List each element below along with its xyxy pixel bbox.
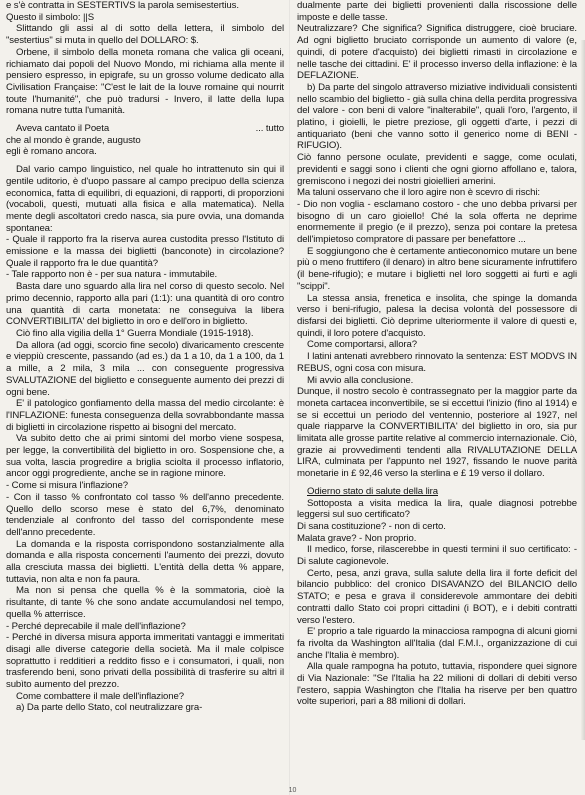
paragraph: Ciò fanno persone oculate, previdenti e sagge, come oculati, previdenti e saggi sono i clienti che ogni giorno affollano e, talora, gremiscono i negozi dei nostri gioiellieri amerini. [297,152,577,187]
paragraph: - Con il tasso % confrontato col tasso % dell'anno precedente. Quello dello scorso mese è stato del 6,7%, denominato tendenziale al confronto del tasso del corrispondente mese dell'anno precedente. [6,491,284,538]
paragraph: Il medico, forse, rilascerebbe in questi termini il suo certificato: - Di salute cagionevole. [297,544,577,568]
paragraph: Neutralizzare? Che significa? Significa distruggere, cioè bruciare. Ad ogni biglietto bruciato corrisponde un aumento di valore (e, quindi, di potere d'acquisto) dei biglietti rimasti in circolazione e nelle tasche dei cittadini. E' il processo inverso della inflazione: è la DEFLAZIONE. [297,23,577,82]
poem-line: egli è romano ancora. [6,146,97,158]
paragraph: - Quale il rapporto fra la riserva aurea custodita presso l'Istituto di emissione e la massa dei biglietti (banconote) in circolazione? Quale il rapporto fra le due quantità? [6,234,284,269]
paragraph: Di sana costituzione? - non di certo. [297,520,446,532]
paragraph: Malata grave? - Non proprio. [297,532,417,544]
paragraph: - Perché in diversa misura apporta immeritati vantaggi e immeritati disagi alle diverse categorie della società. Ma il male colpisce soprattutto i redditieri a reddito fisso e i consumatori, i quali, non trasferendo beni, sono privati della possibilità di trasferire su altri il subìto aumento del prezzo. [6,632,284,691]
paragraph: Come comportarsi, allora? [307,339,418,351]
paragraph: Questo il simbolo: ||S [6,11,95,23]
paragraph: Slittando gli assi al di sotto della lettera, il simbolo del "sestertius" si muta in quello del DOLLARO: $. [6,23,284,47]
section-heading: Odierno stato di salute della lira [307,485,438,497]
paragraph: Certo, pesa, anzi grava, sulla salute della lira il forte deficit del bilancio pubblico: del cronico DISAVANZO del BILANCIO dello STATO; e pesa e grava il considerevole ammontare dei debiti contratti dallo Stato coi propri cittadini (i BOT), e i debiti contratti verso l'estero. [297,567,577,626]
paragraph: - Perché deprecabile il male dell'inflazione? [6,620,186,632]
poem-line [6,123,284,135]
paragraph: E' il patologico gonfiamento della massa del medio circolante: è l'INFLAZIONE: funesta conseguenza della sovrabbondante massa di biglietti in circolazione rispetto ai bisogni del mercato. [6,398,284,433]
paragraph: E' proprio a tale riguardo la minacciosa rampogna di alcuni giorni fa rivolta da Washington all'Italia (dal F.M.I., organizzazione di cui anche l'Italia è membro). [297,626,577,661]
right-column [297,0,577,708]
paragraph: I latini antenati avrebbero rinnovato la sentenza: EST MODVS IN REBUS, ogni cosa con misura. [297,351,577,374]
paragraph: e s'è contratta in SESTERTIVS la parola semisestertius. [6,0,239,11]
paragraph: Ma non si pensa che quella % è la sommatoria, cioè la risultante, di tante % che sono andate accumulandosi nel tempo, quella % atterrisce. [6,585,284,620]
paragraph: Ciò fino alla vigilia della 1° Guerra Mondiale (1915-1918). [16,327,254,339]
paragraph: dualmente parte dei biglietti provenienti dalla riscossione delle imposte e delle tasse. [297,0,577,23]
poem-intro: Aveva cantato il Poeta [16,123,110,135]
poem-line: che al mondo è grande, augusto [6,134,141,146]
paragraph: E soggiungono che è certamente antieconomico mutare un bene più o meno fruttifero (il denaro) in altro bene sicuramente infruttifero (il bene-rifugio); e mutare i biglietti nel loro soggetti ai furti e agli "scippi". [297,245,577,292]
paragraph: a) Da parte dello Stato, col neutralizzare gra- [16,702,203,714]
paragraph: - Tale rapporto non è - per sua natura - immutabile. [6,269,218,281]
poem-fragment: ... tutto [255,123,284,135]
paragraph: Sottoposta a visita medica la lira, quale diagnosi potrebbe leggersi sul suo certificato? [297,497,577,521]
paragraph: Ma taluni osservano che il loro agire non è scevro di rischi: [297,187,540,199]
paragraph: La domanda e la risposta corrispondono sostanzialmente alla domanda e alla risposta concernenti l'aumento dei prezzi, dovuto alla cresciuta massa dei biglietti. L'entità della detta % appare, tuttavia, non alta e non fa paura. [6,538,284,585]
paragraph: La stessa ansia, frenetica e insolita, che spinge la domanda verso i beni-rifugio, palesa la decisa volontà del possessore di disfarsi dei biglietti. Ciò deprime ulteriormente il valore di questi e, quindi, il loro potere d'acquisto. [297,292,577,339]
paragraph: Dal vario campo linguistico, nel quale ho intrattenuto sin qui il gentile uditorio, è d'uopo passare al campo precipuo della scienza economica, fatta di equilibri, di equazioni, di rapporti, di proporzioni (vocaboli, questi, mutuati alla fisica e alla matematica). Nella mente degli ascoltatori credo nasca, sia pure ovvia, una domanda spontanea: [6,164,284,234]
paragraph: Da allora (ad oggi, scorcio fine secolo) divaricamento crescente e vieppiù crescente, passando (ad es.) da 1 a 10, da 1 a 100, da 1 a mille, a 2 mila, 3 mila ... con conseguente progressiva SVALUTAZIONE del biglietto e conseguente aumento dei prezzi di ogni bene. [6,339,284,398]
paragraph: Basta dare uno sguardo alla lira nel corso di questo secolo. Nel primo decennio, rapporto alla pari (1:1): una quantità di oro contro una quantità di carta monetata: ne conseguiva la libera CONVERTIBILITA' del biglietto in oro e dell'oro in biglietto. [6,281,284,328]
page-edge-shadow [581,40,585,740]
paragraph: Va subito detto che ai primi sintomi del morbo viene sospesa, per legge, la convertibilità del biglietto in oro. Sospensione che, a sua volta, lascia progredire a briglia sciolta il processo inflatorio, ancor oggi progrediente, anche se in ragione minore. [6,433,284,480]
column-gutter [289,0,290,795]
paragraph: Come combattere il male dell'inflazione? [16,690,184,702]
paragraph: Dunque, il nostro secolo è contrassegnato per la maggior parte da moneta cartacea inconvertibile, se si eccettui l'inizio (fino al 1914) e se si eccettui un periodo del ventennio, posteriore al 1927, nel quale riapparve la CONVERTIBILITA' del biglietto in oro, sia pur limitata alle grosse partite relative al commercio internazionale. Ciò, grazie ai provvedimenti tendenti alla RIVALUTAZIONE DELLA LIRA, culminata per l'appunto nel 1927, fissando le nuove parità monetarie in £ 92,46 verso la sterlina e £ 19 verso il dollaro. [297,386,577,480]
paragraph: Orbene, il simbolo della moneta romana che valica gli oceani, richiamato dai popoli del Nuovo Mondo, mi richiama alla mente il pensiero espresso, in epigrafe, su un grosso volume dedicato alla Civilisation Française: "C'est le lait de la louve romaine qui nourrit toute l'humanité", che può tradursi - Invero, il latte della lupa romana nutre tutta l'umanità. [6,46,284,117]
paragraph: Alla quale rampogna ha potuto, tuttavia, rispondere quei signore di Via Nazionale: "Se l'Italia ha 22 milioni di dollari di debiti verso l'estero, sappia Washington che l'Italia ha riserve per ben quattro volte superiori, pari a 88 milioni di dollari. [297,661,577,708]
page-number: 10 [288,787,297,794]
left-column [6,0,284,714]
paragraph: - Come si misura l'inflazione? [6,480,128,492]
paragraph: - Dio non voglia - esclamano costoro - che uno debba privarsi per bisogno di un caro gioiello! Ché la sola offerta ne deprime enormemente il pregio (e il prezzo), senza poi contare la pretesa dell'impietoso compratore di passare per benefattore ... [297,198,577,246]
paragraph: b) Da parte del singolo attraverso miziative individuali consistenti nello scambio del biglietto - già sulla china della perdita progressiva del valore - con beni di valore "inalterabile", quali l'oro, l'argento, il platino, i gioielli, le pietre preziose, gli oggetti d'arte, i pezzi di antiquariato (beni che vanno sotto il generico nome di BENI - RIFUGIO). [297,81,577,152]
paragraph: Mi avvio alla conclusione. [307,374,414,386]
